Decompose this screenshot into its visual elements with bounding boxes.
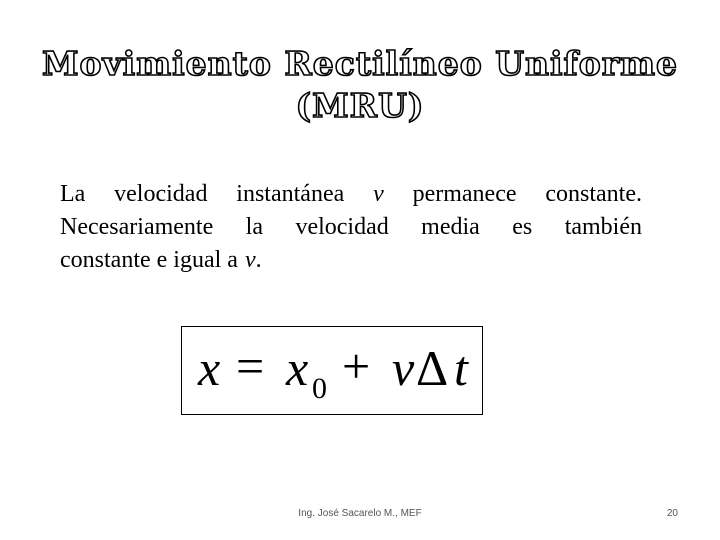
formula-equals: = [236,338,265,394]
body-line-3-after: . [255,247,262,273]
body-line-1-part-3: instantánea [236,181,345,207]
body-line-3 [60,244,642,277]
body-line-1-var: v [373,181,384,207]
slide-title-line-1: Movimiento Rectilíneo Uniforme [41,44,679,83]
body-paragraph [60,178,642,277]
formula-delta: Δ [416,340,449,396]
body-line-3-before: constante e igual a [60,247,238,273]
body-line-2 [60,211,642,244]
formula-t: t [454,340,468,396]
body-line-2-word: Necesariamente [60,214,214,240]
footer-author: Ing. José Sacarelo M., MEF [298,508,422,519]
body-line-1-part-2: velocidad [114,181,208,207]
body-line-1-part-4: permanece [412,181,517,207]
body-line-2-word: la [245,214,263,240]
body-line-3-var-group [245,244,262,277]
body-line-2-word: también [564,214,642,240]
body-line-1 [60,178,642,211]
page-number: 20 [666,508,678,519]
body-line-2-word: es [512,214,533,240]
body-line-2-word: media [421,214,480,240]
body-line-2-word: velocidad [295,214,389,240]
slide-title-line-2: (MRU) [295,86,425,125]
formula-x: x [198,340,221,396]
body-line-1-part-5: constante. [545,181,642,207]
position-equation [192,336,482,408]
formula-x0: x [286,340,309,396]
body-line-3-var: v [244,247,256,273]
formula-plus: + [342,338,371,394]
body-line-1-part-1: La [60,181,86,207]
formula-v: v [392,340,415,396]
formula-x0-subscript: 0 [312,372,327,405]
